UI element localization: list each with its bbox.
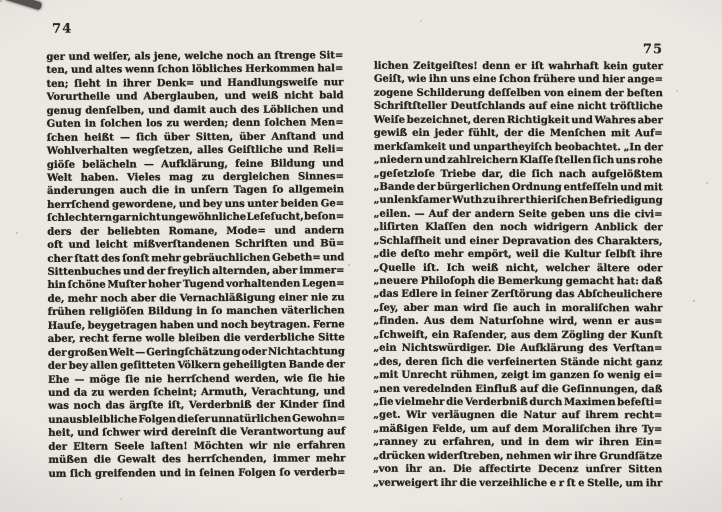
text-line: „mäßigen Felde, um auf dem Moraliſchen ihre Ty= <box>373 423 663 435</box>
text-line: um ſich greifenden und in ſeinen Folgen ſo verderb= <box>48 466 346 480</box>
text-line: herrſchend gewordene, und bey uns unter beiden Ge= <box>47 198 345 211</box>
text-line: Ehe — möge ſie nie herrſchend werden, wie ſie hie <box>47 372 346 386</box>
text-line: „ſey, aber man wird ſie auch in moraliſchen wahr <box>373 302 663 315</box>
text-line: „niedern und zahlreichern Klaſſe ſtellen ſich uns rohe <box>373 154 663 167</box>
text-line: „Bande der bürgerlichen Ordnung entfeſſeln und mit <box>373 181 663 194</box>
scan-noise <box>0 0 2 2</box>
text-line: „neuere Philoſoph die Bemerkung gemacht hat: daß <box>373 275 663 288</box>
text-line: ger und weiſer, als jene, welche noch an ſtrenge Sit= <box>46 50 344 63</box>
text-line: Schriftſteller Deutſchlands auf eine nicht tröſtliche <box>373 100 663 113</box>
text-line: der Eltern Seele laſten! Möchten wir nie erfahren <box>48 439 346 453</box>
text-line: was noch das ärgſte iſt, Verderbniß der Kinder ſind <box>48 399 346 413</box>
text-line: Vorurtheile und Aberglauben, und weiß nicht bald <box>46 90 344 104</box>
text-line: „ranney zu erfahren, und in dem wir ihren Ein= <box>373 436 663 449</box>
text-line: oft und leicht mißverſtandenen Schriften und Bü= <box>47 238 345 251</box>
page-number-left: 74 <box>52 21 73 37</box>
text-line: „eilen. — Auf der andern Seite geben uns die civi= <box>373 208 663 220</box>
text-line: ſchlechtern gar nicht ungewöhnliche Leſeſucht, beſon= <box>47 211 345 225</box>
text-line: heit, und ſchwer wird dereinſt die Verantwortung auf <box>48 426 346 440</box>
text-line: der großen Welt — Geringſchätzung oder Nichtachtung <box>47 345 345 359</box>
text-line: „des, deren ſich die verfeinerten Stände nicht ganz <box>373 356 663 368</box>
text-line: „das Edlere in ſeiner Zerſtörung das Abſcheulichere <box>373 289 663 301</box>
text-line: ten, und altes wenn ſchon löbliches Herkommen hal= <box>46 63 344 77</box>
text-line: „get. Wir verläugnen die Natur auf ihrem recht= <box>373 410 663 422</box>
text-line: aber, recht ferne wolle bleiben die verderbliche Sitte <box>47 332 345 345</box>
text-line: de, mehr noch aber die Vernachläßigung einer nie zu <box>47 292 345 305</box>
text-line: cher ſtatt des ſonſt mehr gebräuchlichen Gebeth= und <box>47 251 345 265</box>
text-line: „mit Unrecht rühmen, zeigt im ganzen ſo wenig ei= <box>373 369 663 382</box>
text-line: Hauſe, beygetragen haben und noch beytragen. Ferne <box>47 318 345 332</box>
text-line: „liſirten Klaſſen den noch widrigern Anblick der <box>373 221 663 234</box>
text-line: „drücken widerſtreben, nehmen wir ihre Grundſätze <box>373 450 663 462</box>
text-line: unausbleibliche Folgen dieſer unnatürlichen Gewohn= <box>48 413 346 426</box>
text-line: genug denſelben, und damit auch des Löblichen und <box>46 103 344 117</box>
text-line: Welt haben. Vieles mag zu dergleichen Sinnes= <box>46 171 344 184</box>
text-line: Geiſt, wie ihn uns eine ſchon frühere und hier ange= <box>373 74 663 86</box>
text-line: zogene Schilderung deſſelben von einem der beſten <box>373 87 663 100</box>
text-line: „geſetzloſe Triebe dar, die ſich nach aufgelößtem <box>373 168 663 180</box>
text-line: ten; ſieht in ihrer Denk= und Handlungsweiſe nur <box>46 77 344 90</box>
text-line: „von ihr an. Die affectirte Decenz unſrer Sitten <box>373 463 663 476</box>
text-line: und da zu werden ſcheint; Armuth, Verachtung, und <box>48 386 346 399</box>
text-line: „ſchweift, ein Raſender, aus dem Zögling der Kunſt <box>373 329 663 341</box>
text-line: „verweigert ihr die verzeihliche e r ſt e Stelle, um ihr <box>373 477 663 489</box>
text-line: giöſe belächeln — Aufklärung, feine Bildung und <box>46 157 344 171</box>
text-line: ders der beliebten Romane, Mode= und andern <box>47 224 345 238</box>
text-line: frühen religiöſen Bildung in ſo manchen väterlichen <box>47 305 345 319</box>
text-line: „nen veredelnden Einfluß auf die Geſinnungen, daß <box>373 383 663 395</box>
scan-artifact <box>4 0 43 10</box>
text-line: „unlenkſamer Wuth zu ihrer thieriſchen Befriedigung <box>373 195 663 207</box>
text-line: „finden. Aus dem Naturſohne wird, wenn er aus= <box>373 315 663 328</box>
text-line: „Quelle iſt. Ich weiß nicht, welcher ältere oder <box>373 262 663 274</box>
text-line: „ein Nichtswürdiger. Die Aufklärung des Verſtan= <box>373 342 663 355</box>
text-line: müßen die Gewalt des herrſchenden, immer mehr <box>48 453 346 466</box>
text-line: Weiſe bezeichnet, deren Richtigkeit und Wahres aber <box>373 114 663 126</box>
text-line: „Schlaffheit und einer Depravation des Charakters, <box>373 235 663 247</box>
text-line: gewiß ein jeder fühlt, der die Menſchen mit Auf= <box>373 127 663 140</box>
text-line: „ſie vielmehr die Verderbniß durch Maximen befeſti= <box>373 396 663 409</box>
text-line: ſchen heißt — ſich über Sitten, über Anſtand und <box>46 130 344 144</box>
left-page-text <box>46 49 345 481</box>
text-line: Wohlverhalten wegſetzen, alles Geiſtliche und Reli= <box>46 144 344 157</box>
text-line: der bey allen geſitteten Völkern geheiligten Bande der <box>47 359 345 372</box>
right-page-text <box>373 60 663 491</box>
text-line: merkſamkeit und unpartheyiſch beobachtet. „In der <box>373 141 663 153</box>
text-line: hin ſchöne Muſter hoher Tugend vorhaltenden Legen= <box>47 278 345 292</box>
text-line: „die deſto mehr empört, weil die Kultur ſelbſt ihre <box>373 248 663 261</box>
text-line: Sittenbuches und der freylich alternden, aber immer= <box>47 265 345 278</box>
text-line: änderungen auch die in unſern Tagen ſo allgemein <box>46 184 345 198</box>
text-line: Guten in ſolchen los zu werden; denn ſolchen Men= <box>46 117 344 130</box>
page-number-right: 75 <box>642 42 664 58</box>
text-line: lichen Zeitgeiſtes! denn er iſt wahrhaft kein guter <box>373 60 663 73</box>
